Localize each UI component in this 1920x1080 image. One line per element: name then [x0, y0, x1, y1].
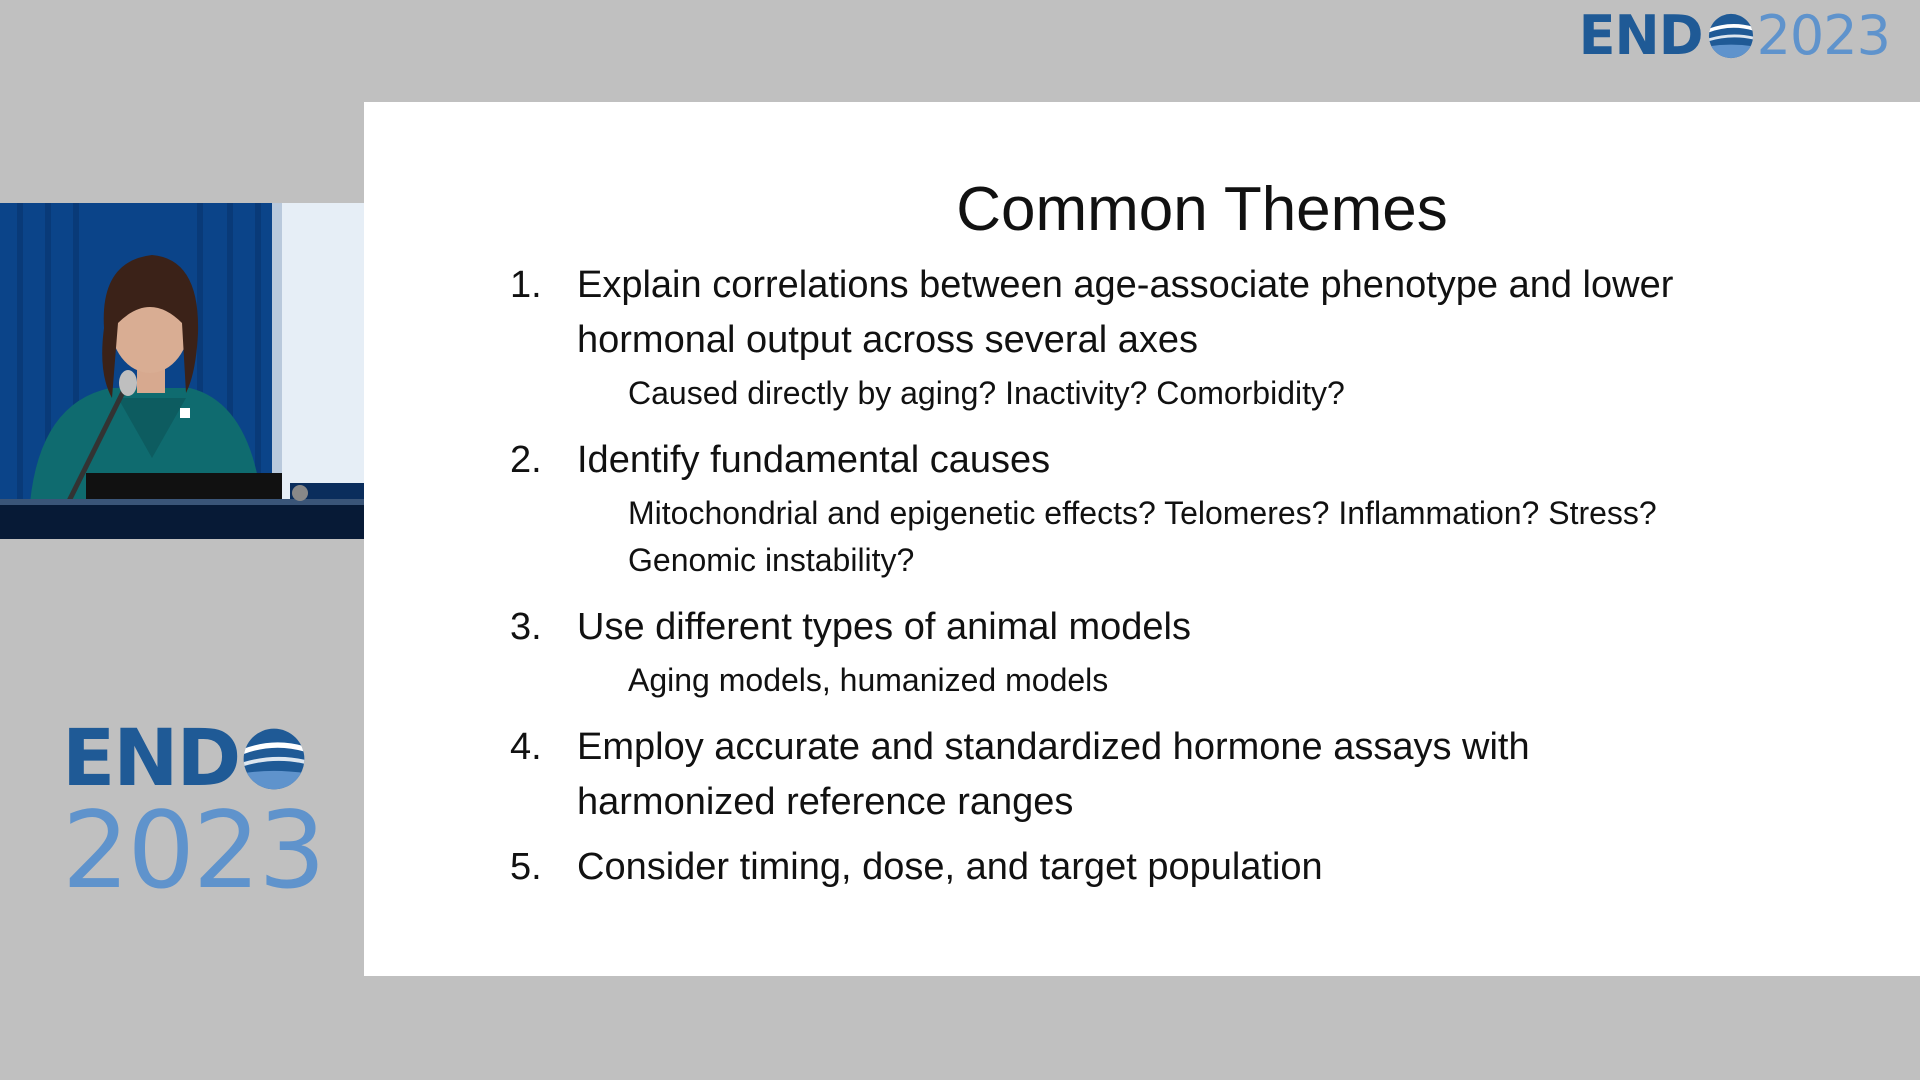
logo-year-text: 2023: [62, 789, 324, 912]
theme-text: Identify fundamental causes: [577, 439, 1051, 481]
theme-item: [510, 600, 1730, 710]
themes-list: [510, 258, 1730, 905]
speaker-video: [0, 203, 364, 539]
endo-logo-top: [1579, 6, 1890, 66]
slide-title: Common Themes: [956, 175, 1448, 244]
theme-number: 3.: [510, 606, 542, 648]
theme-number: 1.: [510, 264, 542, 306]
logo-endo-text: END: [62, 714, 240, 804]
theme-item: [510, 720, 1730, 830]
theme-subtext: Mitochondrial and epigenetic effects? Telomeres? Inflammation? Stress? Genomic instability?: [628, 495, 1657, 578]
theme-text: Use different types of animal models: [577, 606, 1191, 648]
globe-icon: [1707, 12, 1755, 60]
theme-number: 2.: [510, 439, 542, 481]
logo-endo-text: END: [1578, 4, 1703, 67]
theme-subtext: Caused directly by aging? Inactivity? Comorbidity?: [628, 375, 1345, 411]
theme-number: 5.: [510, 846, 542, 888]
theme-number: 4.: [510, 726, 542, 768]
theme-item: [510, 840, 1730, 895]
theme-text: Consider timing, dose, and target population: [577, 846, 1323, 888]
logo-year-text: 2023: [1756, 4, 1890, 67]
theme-item: [510, 258, 1730, 423]
theme-item: [510, 433, 1730, 590]
globe-icon: [241, 726, 307, 792]
theme-subtext: Aging models, humanized models: [628, 662, 1109, 698]
presentation-slide: [364, 102, 1920, 976]
speaker-video-frame: [0, 203, 364, 539]
theme-text: Employ accurate and standardized hormone assays with harmonized reference ranges: [577, 726, 1530, 823]
endo-logo-side: [62, 714, 332, 912]
theme-text: Explain correlations between age-associate phenotype and lower hormonal output across several axes: [577, 264, 1674, 361]
